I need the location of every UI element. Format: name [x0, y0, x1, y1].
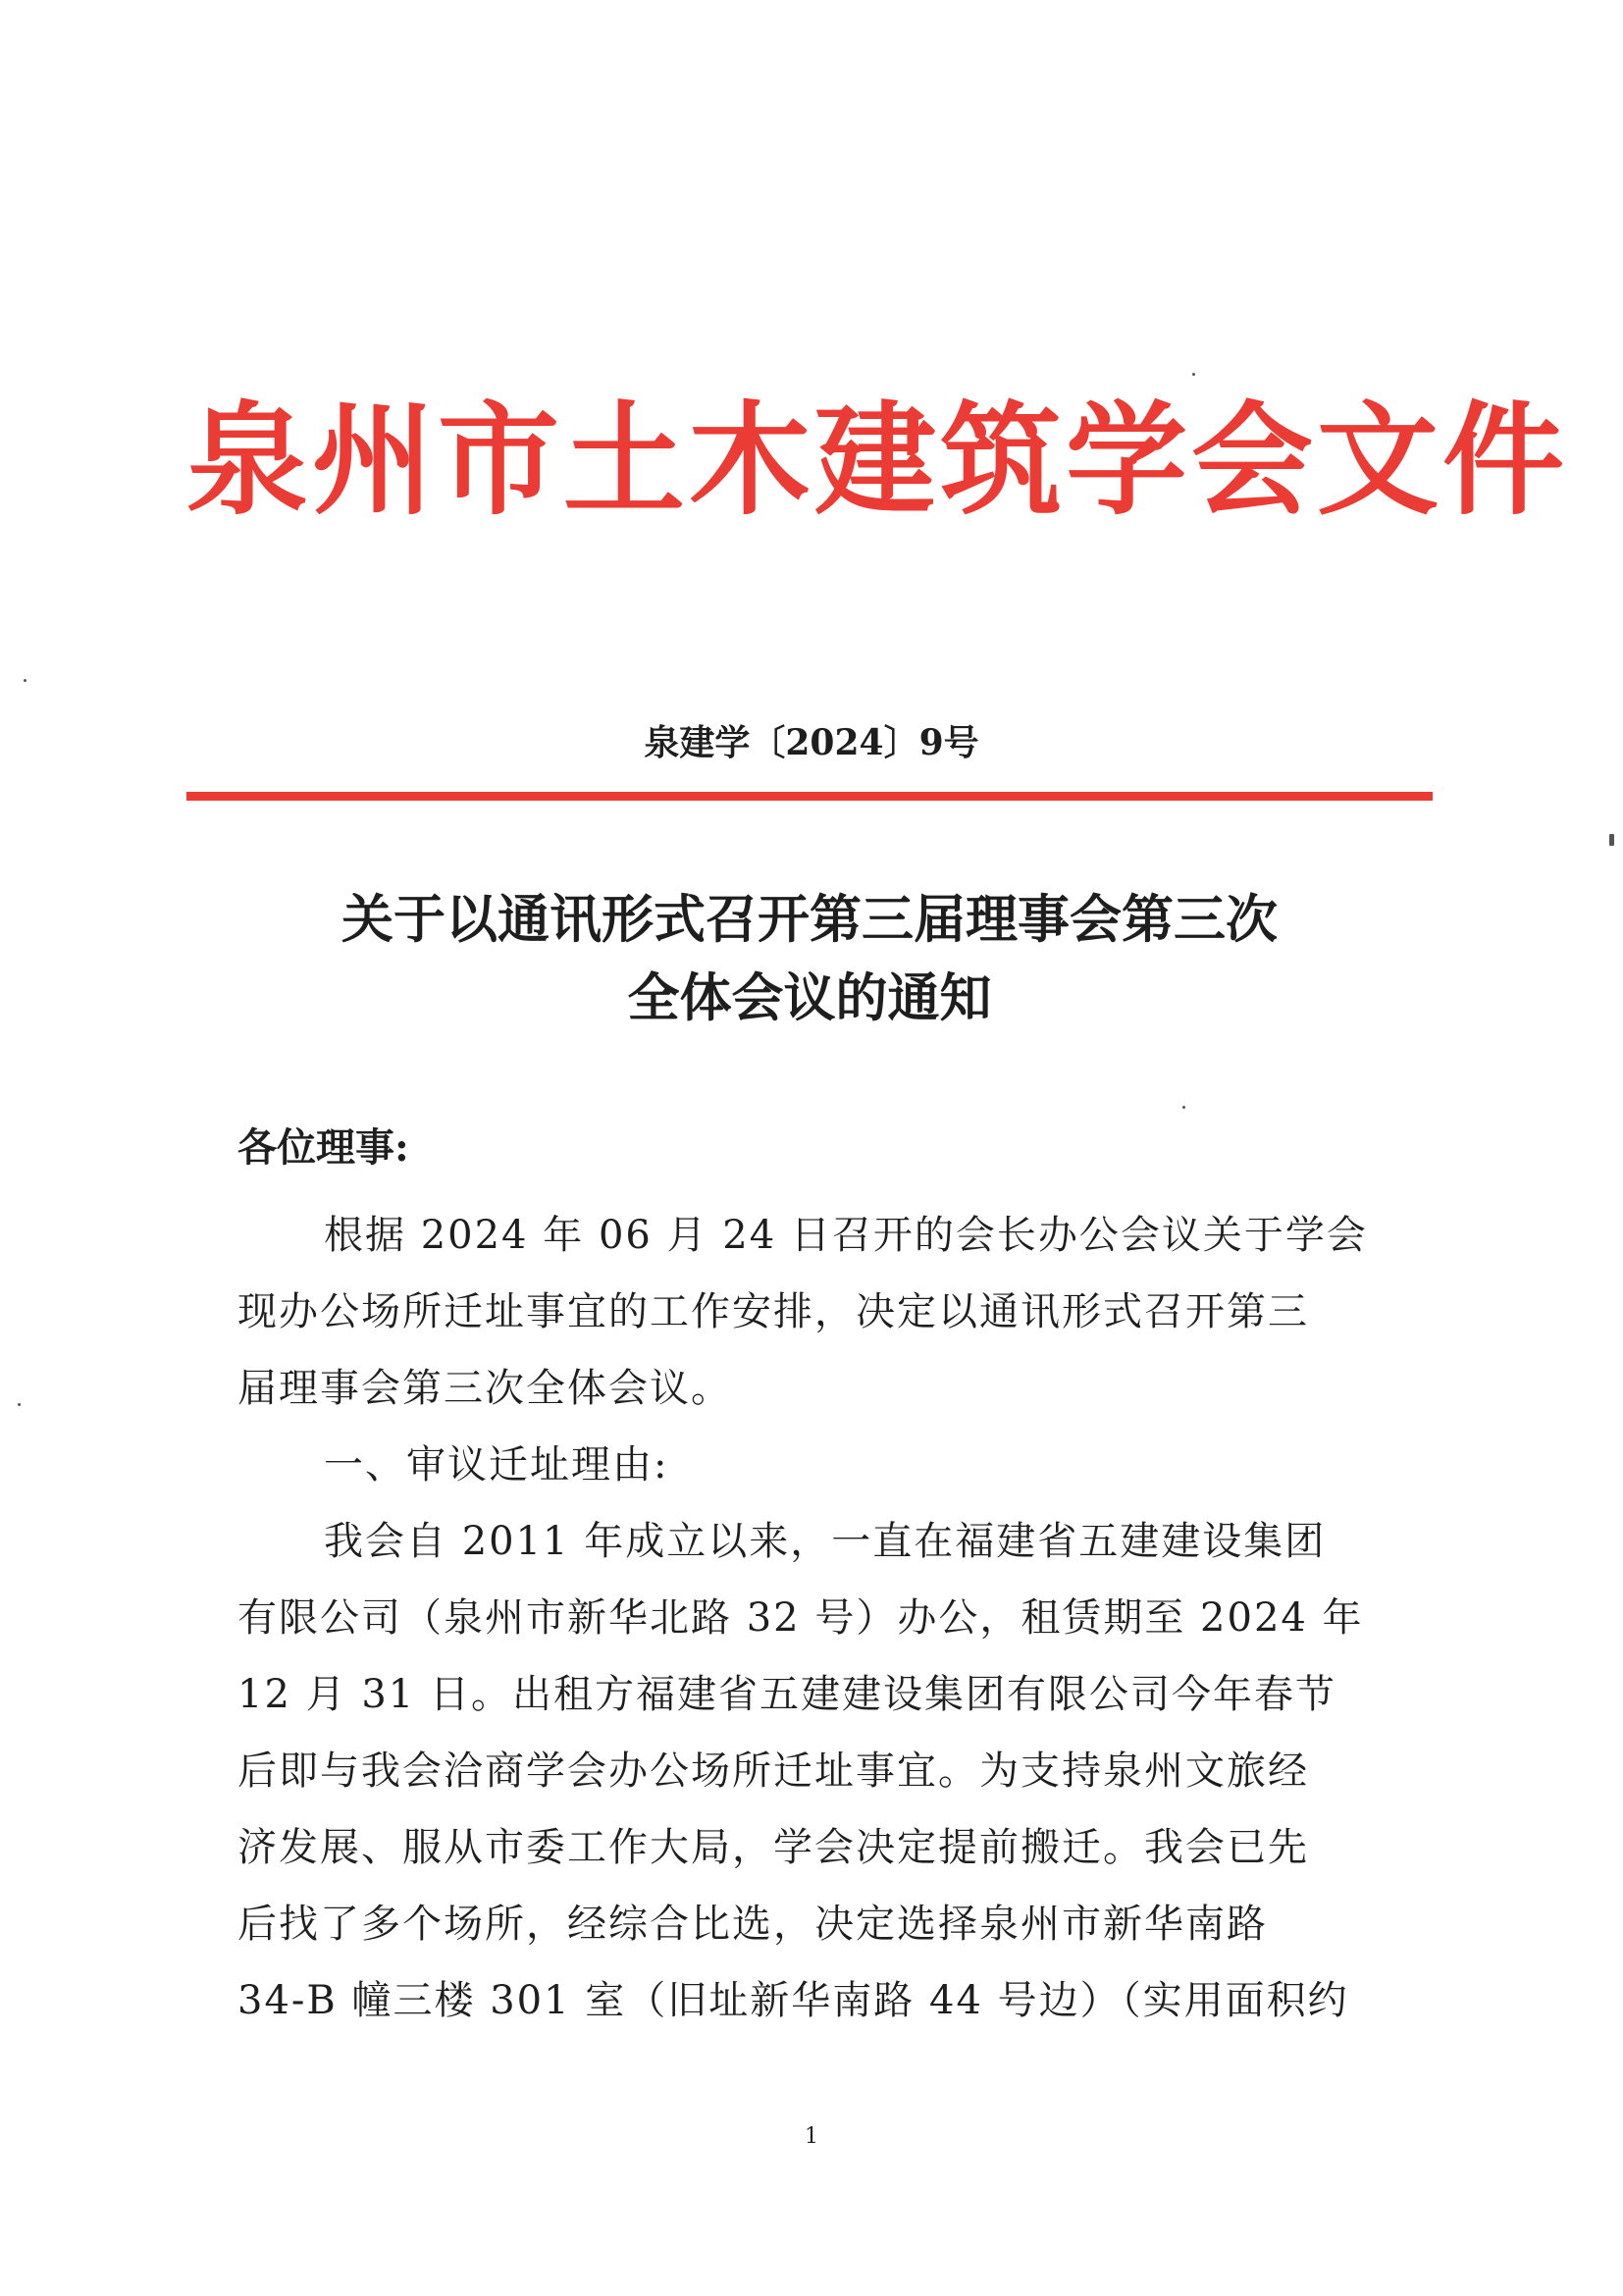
section-heading: 一、审议迁址理由: [324, 1442, 669, 1487]
document-title [186, 881, 1433, 1038]
scan-speck [18, 1403, 21, 1406]
page-number: 1 [805, 2124, 818, 2149]
red-divider-line [186, 792, 1433, 801]
document-title-line-1: 关于以通讯形式召开第三届理事会第三次 [341, 890, 1278, 950]
body-line: 届理事会第三次全体会议。 [237, 1366, 732, 1411]
salutation: 各位理事: [237, 1124, 409, 1171]
body-line: 后即与我会洽商学会办公场所迁址事宜。为支持泉州文旅经 [237, 1748, 1309, 1794]
masthead-title: 泉州市土木建筑学会文件 [186, 390, 1569, 532]
scan-speck [24, 679, 26, 682]
scan-speck [1182, 1106, 1185, 1109]
scan-speck [1192, 373, 1195, 376]
body-line: 济发展、服从市委工作大局，学会决定提前搬迁。我会已先 [237, 1825, 1309, 1870]
body-line: 我会自 2011 年成立以来，一直在福建省五建建设集团 [324, 1519, 1327, 1564]
body-line: 34-B 幢三楼 301 室（旧址新华南路 44 号边）（实用面积约 [237, 1978, 1349, 2023]
body-line: 根据 2024 年 06 月 24 日召开的会长办公会议关于学会 [324, 1213, 1368, 1258]
scan-speck [1609, 834, 1614, 846]
body-line: 有限公司（泉州市新华北路 32 号）办公，租赁期至 2024 年 [237, 1595, 1364, 1641]
document-number: 泉建学〔2024〕9号 [644, 722, 979, 763]
body-line: 后找了多个场所，经综合比选，决定选择泉州市新华南路 [237, 1902, 1268, 1947]
document-title-line-2: 全体会议的通知 [627, 968, 992, 1028]
body-text [237, 1197, 1366, 2039]
body-line: 12 月 31 日。出租方福建省五建建设集团有限公司今年春节 [237, 1672, 1336, 1717]
body-line: 现办公场所迁址事宜的工作安排，决定以通讯形式召开第三 [237, 1289, 1309, 1334]
